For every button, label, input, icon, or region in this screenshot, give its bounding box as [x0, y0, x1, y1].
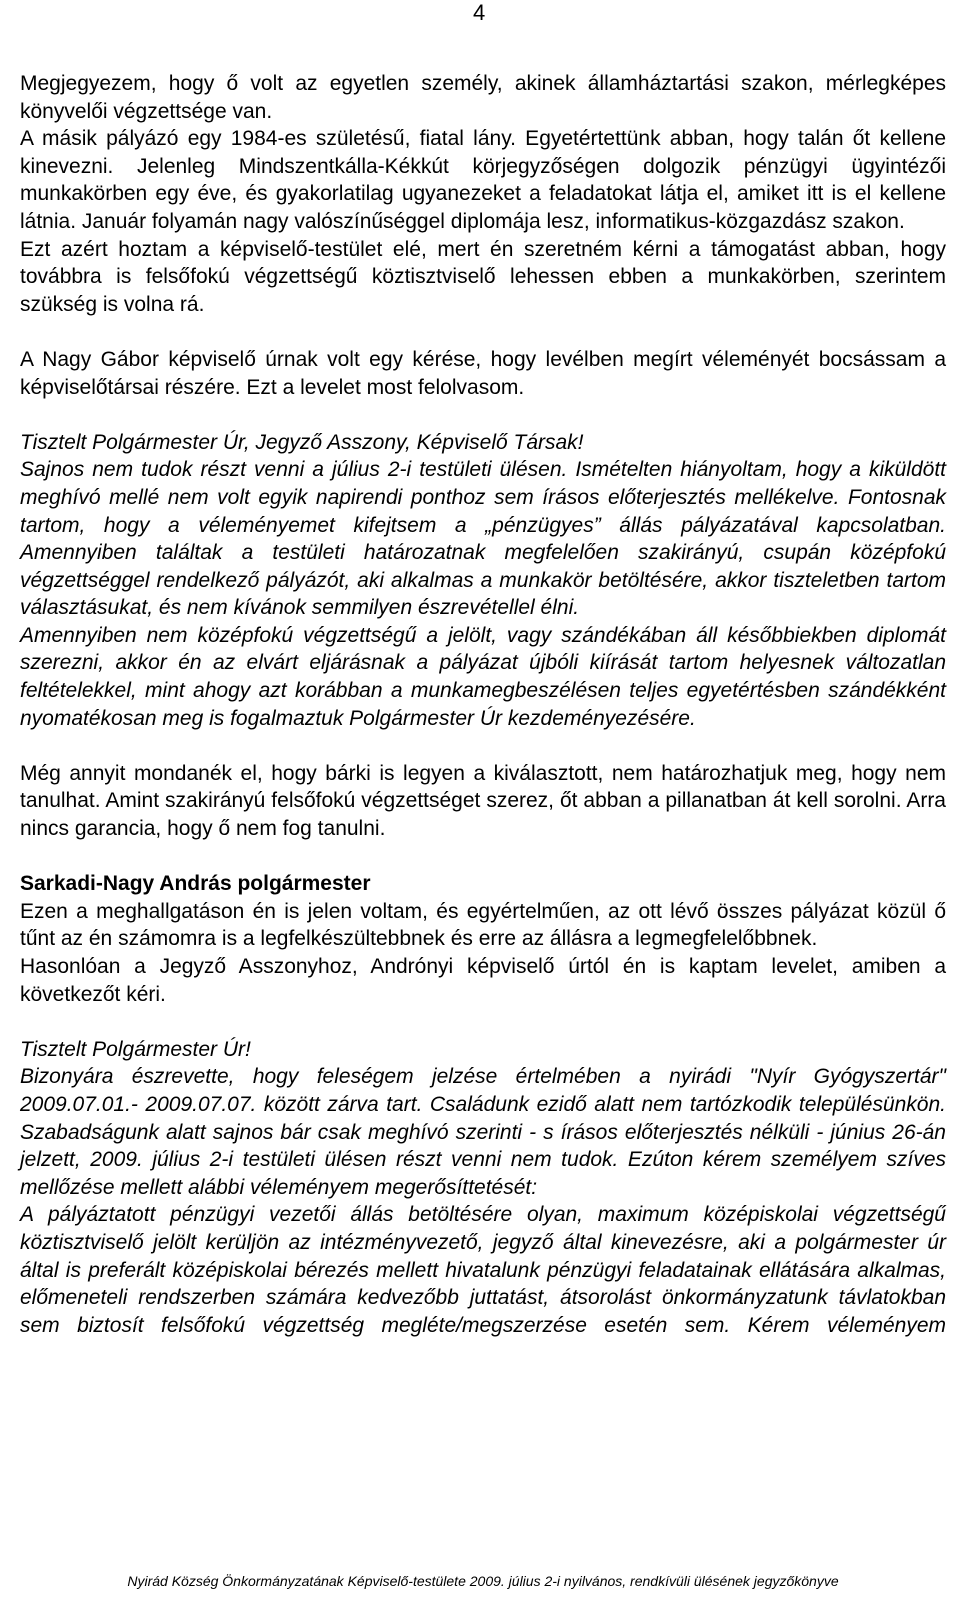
document-body: [20, 70, 946, 1339]
page-number: 4: [473, 0, 486, 25]
paragraph: A Nagy Gábor képviselő úrnak volt egy kérése, hogy levélben megírt véleményét bocsássam a képviselőtársai részére. Ezt a levelet most felolvasom.: [20, 347, 946, 399]
letter-paragraph: Amennyiben nem középfokú végzettségű a jelölt, vagy szándékában áll későbbiekben diplomát szerezni, akkor én az elvárt eljárásnak a pályázat újbóli kiírását tartom helyesnek változatlan feltételekkel, mint ahogy azt korábban a munkamegbeszélésen teljes egyetértésben szándékként nyomatékosan meg is fogalmaztuk Polgármester Úr kezdeményezésére.: [20, 623, 946, 730]
letter-paragraph: Sajnos nem tudok részt venni a július 2-i testületi ülésen. Ismételten hiányoltam, hogy a kiküldött meghívó mellé nem volt egyik napirendi ponthoz sem írásos előterjesztés mellékelve. Fontosnak tartom, hogy a véleményemet kifejtsem a „pénzügyes” állás pályázatával kapcsolatban. Amennyiben találtak a testületi határozatnak megfelelően szakirányú, csupán középfokú végzettséggel rendelkező pályázót, aki alkalmas a munkakör betöltésére, akkor tiszteletben tartom választásukat, és nem kívánok semmilyen észrevétellel élni.: [20, 458, 946, 620]
paragraph-gap: [20, 732, 946, 760]
letter-paragraph: Bizonyára észrevette, hogy feleségem jelzése értelmében a nyirádi "Nyír Gyógyszertár" 2009.07.01.- 2009.07.07. között zárva tart. Családunk ezidő alatt nem tartózkodik településünkön. Szabadságunk alatt sajnos bár csak meghívó szerinti - s írásos előterjesztés nélküli - június 26-án jelzett, 2009. július 2-i testületi ülésen részt venni nem tudok. Ezúton kérem személyem szíves mellőzése mellett alábbi véleményem megerősíttetését:: [20, 1065, 946, 1199]
paragraph-gap: [20, 1008, 946, 1036]
paragraph-gap: [20, 401, 946, 429]
speaker-name: Sarkadi-Nagy András polgármester: [20, 872, 371, 896]
letter-salutation: Tisztelt Polgármester Úr!: [20, 1037, 251, 1061]
letter-salutation: Tisztelt Polgármester Úr, Jegyző Asszony, Képviselő Társak!: [20, 430, 584, 454]
paragraph-gap: [20, 318, 946, 346]
paragraph: Ezt azért hoztam a képviselő-testület elé, mert én szeretném kérni a támogatást abban, hogy továbbra is felsőfokú végzettségű köztisztviselő lehessen ebben a munkakörben, szerintem szükség is volna rá.: [20, 237, 946, 316]
page-footer: Nyirád Község Önkormányzatának Képviselő-testülete 2009. július 2-i nyilvános, rendkívüli ülésének jegyzőkönyve: [127, 1573, 839, 1589]
paragraph: Hasonlóan a Jegyző Asszonyhoz, Andrónyi képviselő úrtól én is kaptam levelet, amiben a következőt kéri.: [20, 955, 946, 1006]
paragraph: Még annyit mondanék el, hogy bárki is legyen a kiválasztott, nem határozhatjuk meg, hogy nem tanulhat. Amint szakirányú felsőfokú végzettséget szerez, őt abban a pillanatban át kell sorolni. Arra nincs garancia, hogy ő nem fog tanulni.: [20, 761, 946, 841]
letter-paragraph: A pályáztatott pénzügyi vezetői állás betöltésére olyan, maximum középiskolai végzettségű köztisztviselő jelölt kerüljön az intézményvezető, jegyző által kinevezésre, aki a polgármester úr által is preferált középiskolai bérezés mellett hivatalunk pénzügyi feladatainak ellátására alkalmas, előmeneteli rendszerben számára kedvezőbb juttatást, átsorolást önkormányzatunk távlatokban sem biztosít felsőfokú végzettség megléte/megszerzése esetén sem. Kérem véleményem: [20, 1203, 946, 1337]
paragraph: Megjegyezem, hogy ő volt az egyetlen személy, akinek államháztartási szakon, mérlegképes könyvelői végzettsége van.: [20, 72, 946, 123]
paragraph: Ezen a meghallgatáson én is jelen voltam, és egyértelműen, az ott lévő összes pályázat közül ő tűnt az én számomra is a legfelkészültebbnek és erre az állásra a legmegfelelőbbnek.: [20, 899, 946, 951]
paragraph-gap: [20, 843, 946, 871]
paragraph: A másik pályázó egy 1984-es születésű, fiatal lány. Egyetértettünk abban, hogy talán őt kellene kinevezni. Jelenleg Mindszentkálla-Kékkút körjegyzőségen dolgozik pénzügyi ügyintézői munkakörben egy éve, és gyakorlatilag ugyanezeket a feladatokat látja el, amiket itt is el kellene látnia. Január folyamán nagy valószínűséggel diplomája lesz, informatikus-közgazdász szakon.: [20, 127, 946, 233]
